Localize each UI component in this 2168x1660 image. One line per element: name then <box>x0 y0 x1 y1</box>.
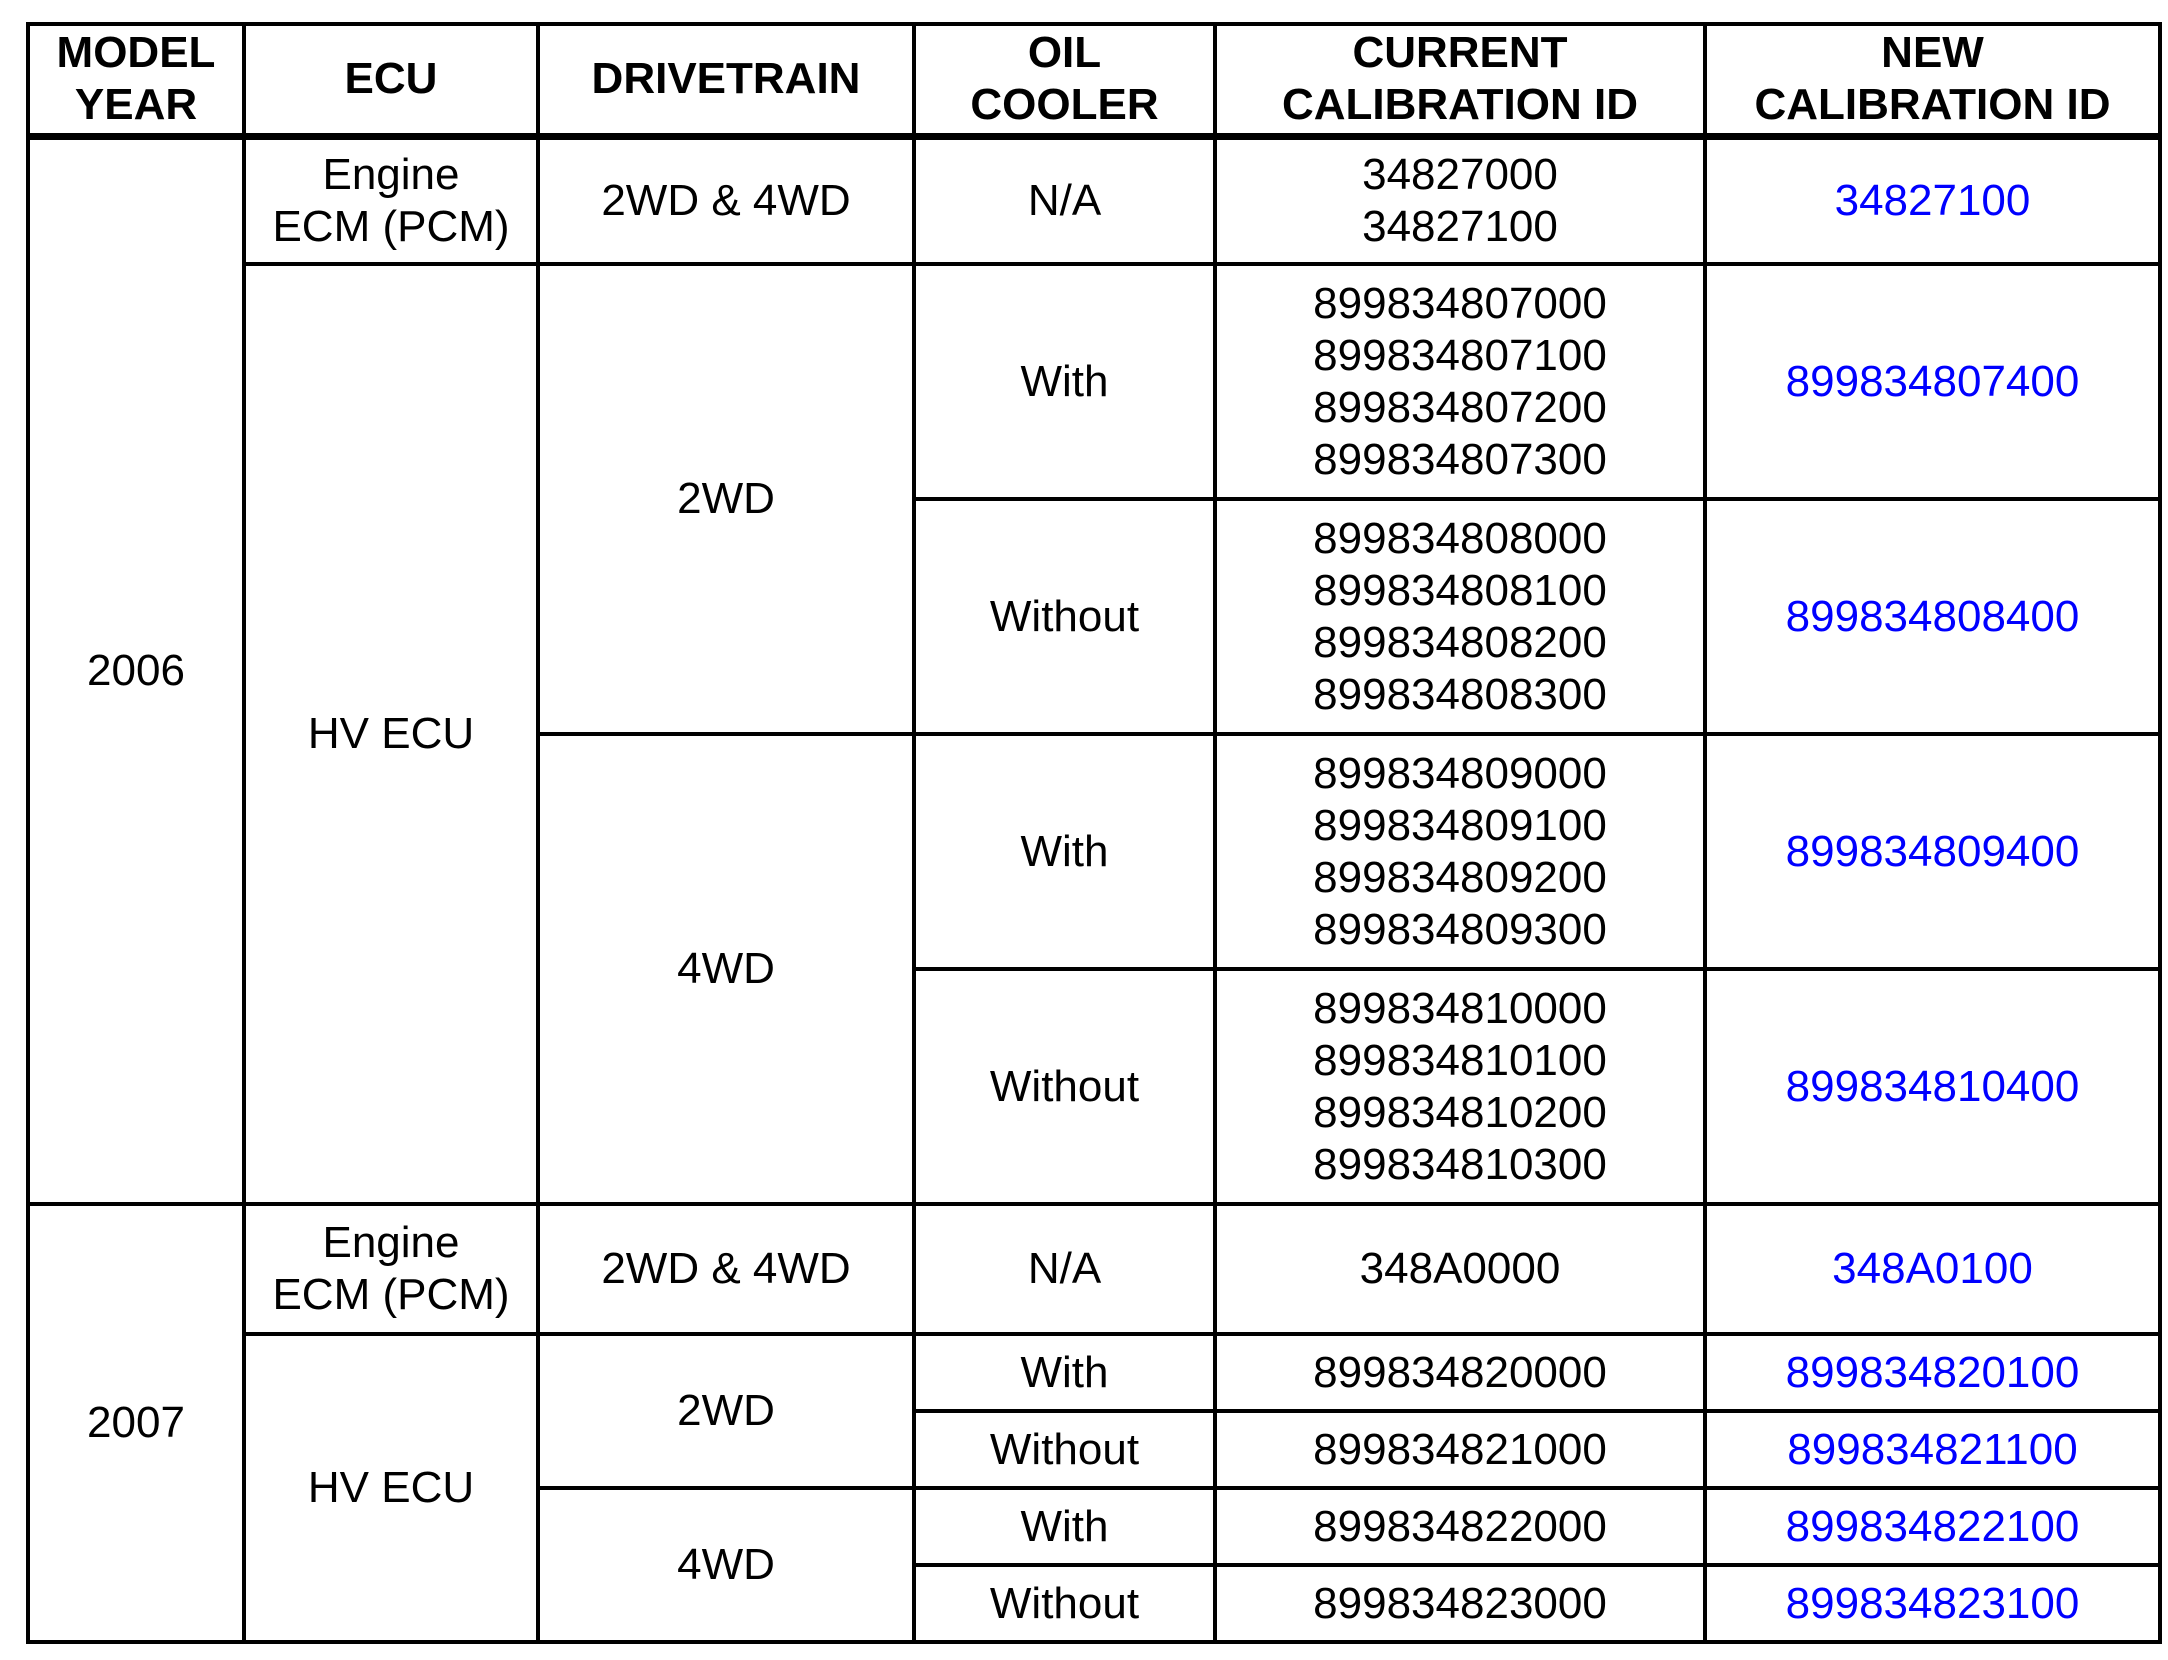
current-id-cell: 899834822000 <box>1215 1488 1705 1565</box>
header-ecu: ECU <box>244 24 538 136</box>
current-id-line: 899834807100 <box>1313 330 1607 380</box>
header-current-line1: CURRENT <box>1352 28 1568 78</box>
ecu-cell: HV ECU <box>244 1334 538 1642</box>
new-id-cell: 899834821100 <box>1705 1411 2160 1488</box>
current-id-line: 899834809000 <box>1313 748 1607 798</box>
header-drivetrain: DRIVETRAIN <box>538 24 914 136</box>
current-id-line: 34827100 <box>1362 201 1558 251</box>
oil-cooler-cell: Without <box>914 1565 1215 1642</box>
oil-cooler-cell: N/A <box>914 1204 1215 1334</box>
header-new-calibration-id <box>1705 24 2160 136</box>
oil-cooler-cell: Without <box>914 1411 1215 1488</box>
header-row <box>28 24 2160 136</box>
current-id-line: 34827000 <box>1362 149 1558 199</box>
header-current-line2: CALIBRATION ID <box>1281 80 1639 130</box>
new-id-cell: 899834808400 <box>1705 499 2160 734</box>
current-id-line: 899834807200 <box>1313 382 1607 432</box>
current-id-line: 899834807300 <box>1313 434 1607 484</box>
ecu-line: ECM (PCM) <box>272 201 510 251</box>
new-id-cell: 899834810400 <box>1705 969 2160 1204</box>
oil-cooler-cell: With <box>914 264 1215 499</box>
current-id-cell: 899834823000 <box>1215 1565 1705 1642</box>
table-row <box>28 136 2160 264</box>
drivetrain-cell: 2WD <box>538 264 914 734</box>
header-model-year <box>28 24 244 136</box>
header-new-line2: CALIBRATION ID <box>1754 80 2111 130</box>
new-id-cell: 34827100 <box>1705 136 2160 264</box>
current-id-line: 899834810100 <box>1313 1035 1607 1085</box>
ecu-line: Engine <box>322 1218 460 1267</box>
new-id-cell: 899834822100 <box>1705 1488 2160 1565</box>
ecu-line: Engine <box>322 149 460 199</box>
calibration-table <box>26 22 2162 1644</box>
drivetrain-cell: 2WD & 4WD <box>538 1204 914 1334</box>
ecu-line: ECM (PCM) <box>272 1270 510 1319</box>
current-id-line: 899834809200 <box>1313 852 1607 902</box>
header-new-line1: NEW <box>1881 28 1984 78</box>
new-id-cell: 899834809400 <box>1705 734 2160 969</box>
current-id-line: 899834808100 <box>1313 565 1607 615</box>
current-id-line: 899834808200 <box>1313 617 1607 667</box>
header-oil-cooler <box>914 24 1215 136</box>
current-id-line: 899834810000 <box>1313 983 1607 1033</box>
current-id-line: 899834810300 <box>1313 1139 1607 1189</box>
drivetrain-cell: 2WD & 4WD <box>538 136 914 264</box>
oil-cooler-cell: With <box>914 734 1215 969</box>
current-id-line: 899834809100 <box>1313 800 1607 850</box>
new-id-cell: 899834807400 <box>1705 264 2160 499</box>
oil-cooler-cell: Without <box>914 499 1215 734</box>
table-row <box>28 264 2160 499</box>
oil-cooler-cell: With <box>914 1334 1215 1411</box>
current-id-cell: 348A0000 <box>1215 1204 1705 1334</box>
new-id-cell: 899834820100 <box>1705 1334 2160 1411</box>
ecu-cell <box>244 1204 538 1334</box>
new-id-cell: 899834823100 <box>1705 1565 2160 1642</box>
current-id-line: 899834808300 <box>1313 669 1607 719</box>
drivetrain-cell: 4WD <box>538 734 914 1204</box>
header-current-calibration-id <box>1215 24 1705 136</box>
oil-cooler-cell: Without <box>914 969 1215 1204</box>
drivetrain-cell: 2WD <box>538 1334 914 1488</box>
current-id-cell <box>1215 969 1705 1204</box>
drivetrain-cell: 4WD <box>538 1488 914 1642</box>
current-id-line: 899834809300 <box>1313 904 1607 954</box>
current-id-cell <box>1215 136 1705 264</box>
model-year-cell: 2006 <box>28 136 244 1204</box>
new-id-cell: 348A0100 <box>1705 1204 2160 1334</box>
table-row <box>28 1334 2160 1411</box>
current-id-cell <box>1215 264 1705 499</box>
oil-cooler-cell: With <box>914 1488 1215 1565</box>
current-id-cell: 899834821000 <box>1215 1411 1705 1488</box>
header-model-year-line1: MODEL <box>56 28 216 78</box>
header-oil-cooler-line1: OIL <box>1027 28 1102 78</box>
current-id-cell <box>1215 499 1705 734</box>
current-id-line: 899834807000 <box>1313 278 1607 328</box>
current-id-cell: 899834820000 <box>1215 1334 1705 1411</box>
ecu-cell: HV ECU <box>244 264 538 1204</box>
current-id-line: 899834808000 <box>1313 513 1607 563</box>
header-model-year-line2: YEAR <box>74 80 198 130</box>
current-id-line: 899834810200 <box>1313 1087 1607 1137</box>
table-row <box>28 1204 2160 1334</box>
current-id-cell <box>1215 734 1705 969</box>
ecu-cell <box>244 136 538 264</box>
header-oil-cooler-line2: COOLER <box>970 80 1159 130</box>
oil-cooler-cell: N/A <box>914 136 1215 264</box>
model-year-cell: 2007 <box>28 1204 244 1642</box>
